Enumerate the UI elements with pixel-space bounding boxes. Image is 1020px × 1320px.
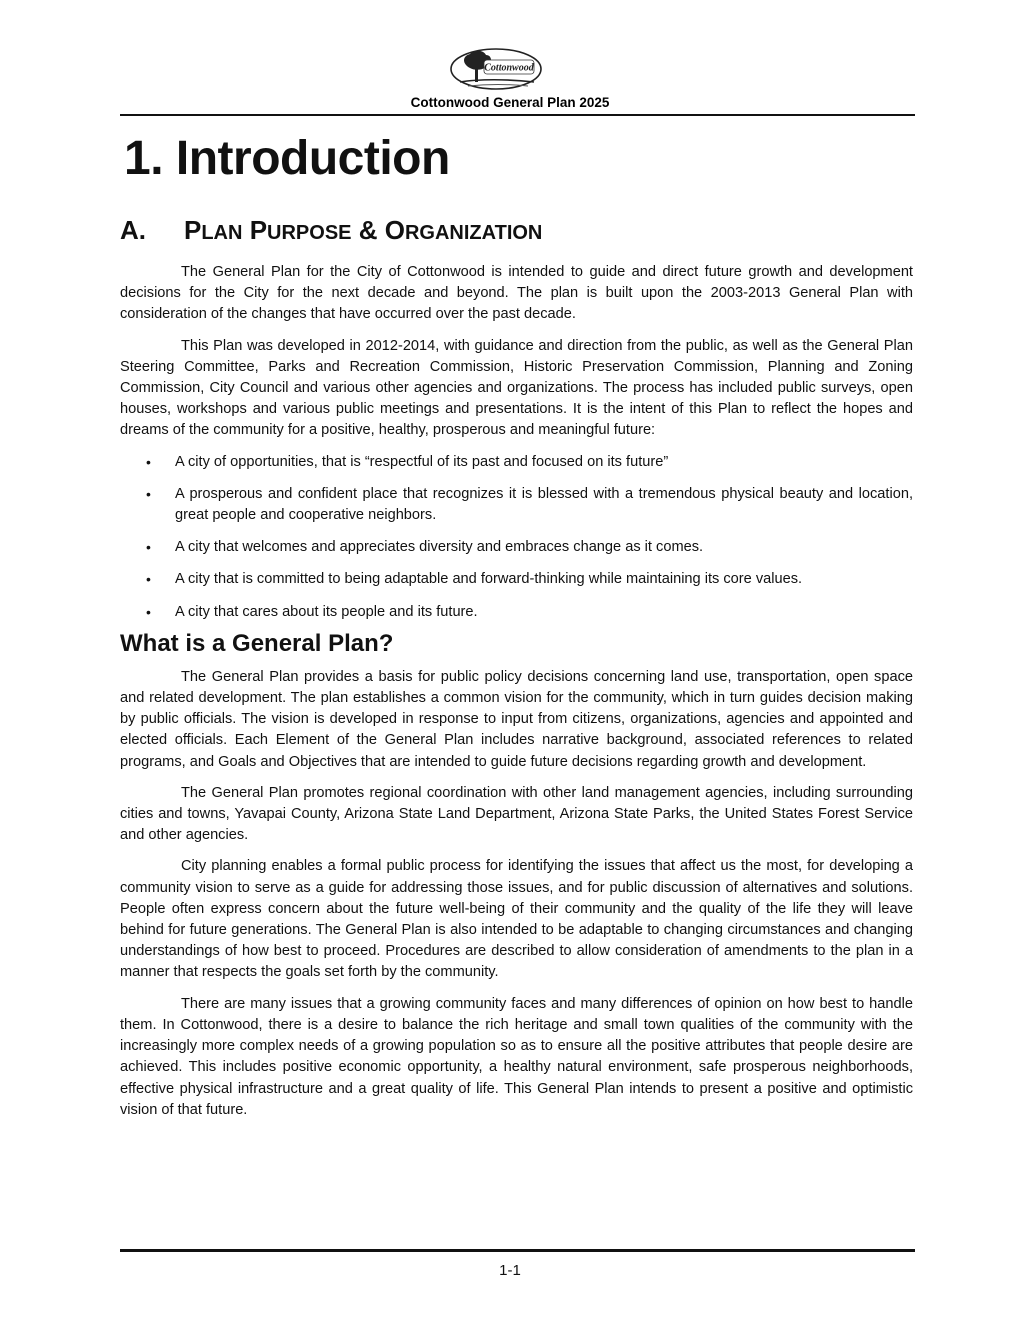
bullet-icon: • — [146, 485, 151, 502]
bullet-icon: • — [146, 453, 151, 470]
city-logo — [448, 44, 544, 94]
body-paragraph: This Plan was developed in 2012-2014, with guidance and direction from the public, as well as the General Plan Steering Committee, Parks and Recreation Commission, Historic Preservation Commission, Planning and Zoning Commission, City Council and various other agencies and organizations. The process has included public surveys, open houses, workshops and various public meetings and presentations. It is the intent of this Plan to reflect the hopes and dreams of the community for a positive, healthy, prosperous and meaningful future: — [120, 337, 913, 439]
body-content — [120, 262, 913, 1131]
page-number: 1-1 — [499, 1262, 521, 1279]
body-paragraph: The General Plan provides a basis for public policy decisions concerning land use, transportation, open space and related development. The plan establishes a common vision for the community, which in turn guides decision making by public officials. The vision is developed in response to input from citizens, organizations, agencies and appointed and elected officials. Each Element of the General Plan includes narrative background, associated references to related programs, and Goals and Objectives that are intended to guide future decisions regarding growth and development. — [120, 668, 913, 770]
subheading-what-is-general-plan: What is a General Plan? — [120, 629, 394, 657]
bullet-icon: • — [146, 603, 151, 620]
section-word: PURPOSE — [249, 215, 352, 245]
bullet-icon: • — [146, 539, 151, 556]
list-item: • A prosperous and confident place that recognizes it is blessed with a tremendous physical beauty and location, great people and cooperative neighbors. — [146, 485, 913, 524]
body-paragraph: There are many issues that a growing community faces and many differences of opinion on how best to handle them. In Cottonwood, there is a desire to balance the rich heritage and small town qualities of the community with the increasingly more complex needs of a growing population so as to ensure all the positive attributes that people desire are achieved. This includes positive economic opportunity, a healthy natural environment, safe prosperous neighborhoods, effective physical infrastructure and a great quality of life. This General Plan intends to present a positive and optimistic vision of that future. — [120, 995, 913, 1118]
body-paragraph: The General Plan for the City of Cottonwood is intended to guide and direct future growth and development decisions for the City for the next decade and beyond. The plan is built upon the 2003-2013 General Plan with consideration of the changes that have occurred over the past decade. — [120, 264, 913, 323]
list-item: • A city that welcomes and appreciates diversity and embraces change as it comes. — [120, 537, 913, 558]
section-word: PLAN — [184, 215, 243, 245]
section-word: & — [358, 215, 378, 245]
body-paragraph: City planning enables a formal public process for identifying the issues that affect us the most, for developing a community vision to serve as a guide for addressing those issues, and for public discussion of alternatives and solutions. People often express concern about the future well-being of their community and the quality of the life they will leave behind for future generations. The General Plan is also intended to be adaptable to changing circumstances and changing understandings of how best to proceed. Procedures are described to allow consideration of amendments to the plan in a manner that respects the goals set forth by the community. — [120, 858, 913, 981]
document-header: Cottonwood General Plan 2025 — [410, 95, 610, 110]
list-item: • A city of opportunities, that is “respectful of its past and focused on its future” — [120, 452, 913, 473]
list-item: • A city that cares about its people and its future. — [120, 602, 913, 623]
body-paragraph: The General Plan promotes regional coordination with other land management agencies, including surrounding cities and towns, Yavapai County, Arizona State Land Department, Arizona State Parks, the United States Forest Service and other agencies. — [120, 784, 913, 844]
vision-bullet-list — [120, 452, 913, 623]
cottonwood-tree-logo-icon — [448, 44, 544, 94]
section-title — [120, 215, 542, 246]
list-item: • A city that is committed to being adaptable and forward-thinking while maintaining its core values. — [120, 569, 913, 590]
header-rule — [120, 114, 915, 116]
section-letter: A. — [120, 215, 146, 245]
logo-text: Cottonwood — [484, 62, 534, 74]
section-word: ORGANIZATION — [384, 215, 543, 245]
chapter-title: 1. Introduction — [124, 132, 450, 185]
bullet-icon: • — [146, 571, 151, 588]
footer-rule — [120, 1249, 915, 1252]
